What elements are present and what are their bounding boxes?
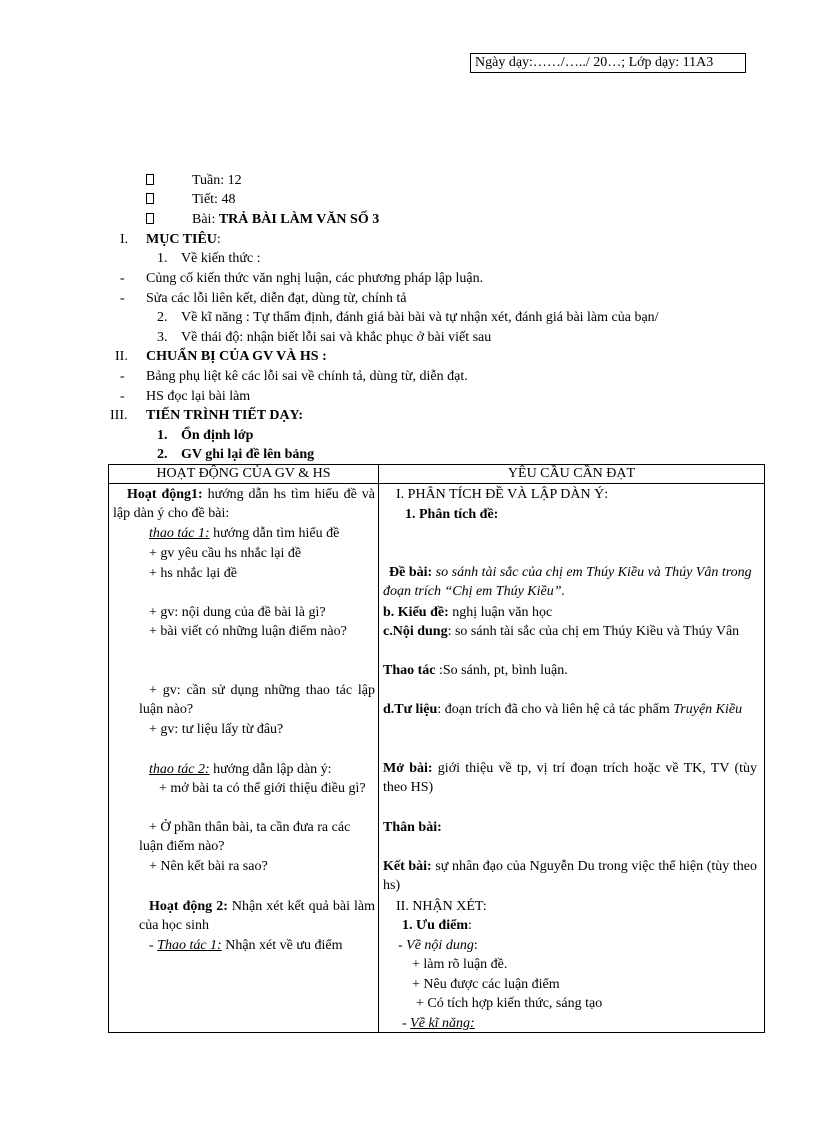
- section-3-number: III.: [110, 408, 128, 423]
- lesson-title: TRẢ BÀI LÀM VĂN SỐ 3: [218, 212, 380, 227]
- lesson-line: [146, 211, 380, 230]
- part-1-1-title: 1. Phân tích đề:: [405, 507, 499, 522]
- introduction: Mở bài: giới thiệu về tp, vị trí đoạn trích hoặc về TK, TV (tùy theo HS): [383, 761, 757, 795]
- section-1-number: I.: [120, 232, 129, 247]
- part-1-title: I. PHÂN TÍCH ĐỀ VÀ LẬP DÀN Ý:: [396, 487, 609, 502]
- step-line: + gv: cần sử dụng những thao tác lập luận nào?: [139, 683, 375, 717]
- step-line: + Ở phần thân bài, ta cần đưa ra các luận điểm nào?: [139, 820, 351, 854]
- skills-heading: - Về kĩ năng:: [402, 1016, 475, 1031]
- table-row: [109, 484, 765, 1033]
- dash: -: [120, 369, 125, 384]
- essay-prompt: Đề bài: so sánh tài sắc của chị em Thúy Kiều và Thúy Vân trong đoạn trích “Chị em Thúy Kiều”.: [383, 565, 752, 599]
- essay-content: c.Nội dung: so sánh tài sắc của chị em Thúy Kiều và Thúy Vân: [383, 624, 740, 639]
- essay-operations: Thao tác :So sánh, pt, bình luận.: [383, 663, 568, 678]
- strength-item: + làm rõ luận đề.: [412, 957, 508, 972]
- week-label: Tuần: 12: [192, 173, 242, 188]
- teaching-date-box: Ngày dạy:……/…../ 20…; Lớp dạy: 11A3: [470, 53, 746, 73]
- section-1-3-text: Về thái độ: nhận biết lỗi sai và khắc phục ở bài viết sau: [181, 330, 492, 345]
- column-header-requirements: YÊU CẦU CẦN ĐẠT: [379, 465, 765, 484]
- checkbox-bullet-icon: [146, 213, 154, 224]
- step-2: thao tác 2: hướng dẫn lập dàn ý:: [149, 762, 332, 777]
- section-1-1-text: Về kiến thức :: [181, 251, 261, 266]
- section-3-1-text: Ổn định lớp: [181, 428, 254, 443]
- preparation-item-2: HS đọc lại bài làm: [146, 389, 251, 404]
- part-2-title: II. NHẬN XÉT:: [396, 899, 487, 914]
- week-line: [146, 172, 242, 191]
- activity-1: Hoạt động1: hướng dẫn hs tìm hiểu đề và lập dàn ý cho đề bài:: [113, 487, 375, 521]
- section-3-title: TIẾN TRÌNH TIẾT DẠY:: [146, 408, 304, 423]
- lesson-label: Bài: TRẢ BÀI LÀM VĂN SỐ 3: [192, 212, 380, 227]
- checkbox-bullet-icon: [146, 193, 154, 204]
- requirements-cell: [379, 484, 765, 1033]
- knowledge-item-1: Củng cố kiến thức văn nghị luận, các phương pháp lập luận.: [146, 271, 484, 286]
- strength-item: + Có tích hợp kiến thức, sáng tạo: [416, 996, 603, 1011]
- step-line: + hs nhắc lại đề: [149, 566, 237, 581]
- step-line: + Nên kết bài ra sao?: [149, 859, 268, 874]
- section-3-1-number: 1.: [157, 428, 168, 443]
- knowledge-item-2: Sửa các lỗi liên kết, diễn đạt, dùng từ, chính tả: [146, 291, 407, 306]
- section-3-2-text: GV ghi lại đề lên bảng: [181, 447, 315, 462]
- section-1-3-number: 3.: [157, 330, 168, 345]
- section-1-2-number: 2.: [157, 310, 168, 325]
- strengths-title: 1. Ưu điểm:: [402, 918, 472, 933]
- step-line: + gv: tư liệu lấy từ đâu?: [149, 722, 284, 737]
- section-2-title: CHUẨN BỊ CỦA GV VÀ HS :: [146, 349, 327, 364]
- essay-type: b. Kiểu đề: nghị luận văn học: [383, 605, 553, 620]
- step-line: + gv: nội dung của đề bài là gì?: [149, 605, 326, 620]
- essay-materials: d.Tư liệu: đoạn trích đã cho và liên hệ cả tác phẩm Truyện Kiều: [383, 702, 743, 717]
- strength-item: + Nêu được các luận điểm: [412, 977, 560, 992]
- period-label: Tiết: 48: [192, 192, 236, 207]
- step-1: thao tác 1: hướng dẫn tìm hiểu đề: [149, 526, 340, 541]
- section-2-number: II.: [115, 349, 128, 364]
- preparation-item-1: Bảng phụ liệt kê các lỗi sai về chính tả, dùng từ, diễn đạt.: [146, 369, 468, 384]
- step-line: + mở bài ta có thể giới thiệu điều gì?: [159, 781, 366, 796]
- dash: -: [120, 271, 125, 286]
- dash: -: [120, 291, 125, 306]
- step-line: + gv yêu cầu hs nhắc lại đề: [149, 546, 302, 561]
- table-header-row: [109, 465, 765, 484]
- section-1-1-number: 1.: [157, 251, 168, 266]
- step-3: - Thao tác 1: Nhận xét về ưu điểm: [149, 938, 343, 953]
- checkbox-bullet-icon: [146, 174, 154, 185]
- conclusion: Kết bài: sự nhân đạo của Nguyễn Du trong việc thể hiện (tùy theo hs): [383, 859, 758, 893]
- column-header-activities: HOẠT ĐỘNG CỦA GV & HS: [109, 465, 379, 484]
- step-line: + bài viết có những luận điểm nào?: [149, 624, 347, 639]
- section-3-2-number: 2.: [157, 447, 168, 462]
- activity-2: Hoạt động 2: Nhận xét kết quả bài làm của học sinh: [139, 899, 376, 933]
- activities-table: [108, 464, 765, 1033]
- dash: -: [120, 389, 125, 404]
- activities-cell: [109, 484, 379, 1033]
- content-heading: - Về nội dung:: [398, 938, 478, 953]
- section-1-2-text: Về kĩ năng : Tự thẩm định, đánh giá bài bài và tự nhận xét, đánh giá bài làm của bạn/: [181, 310, 659, 325]
- period-line: [146, 191, 236, 210]
- section-1-title: MỤC TIÊU:: [146, 232, 221, 247]
- body-label: Thân bài:: [383, 820, 442, 835]
